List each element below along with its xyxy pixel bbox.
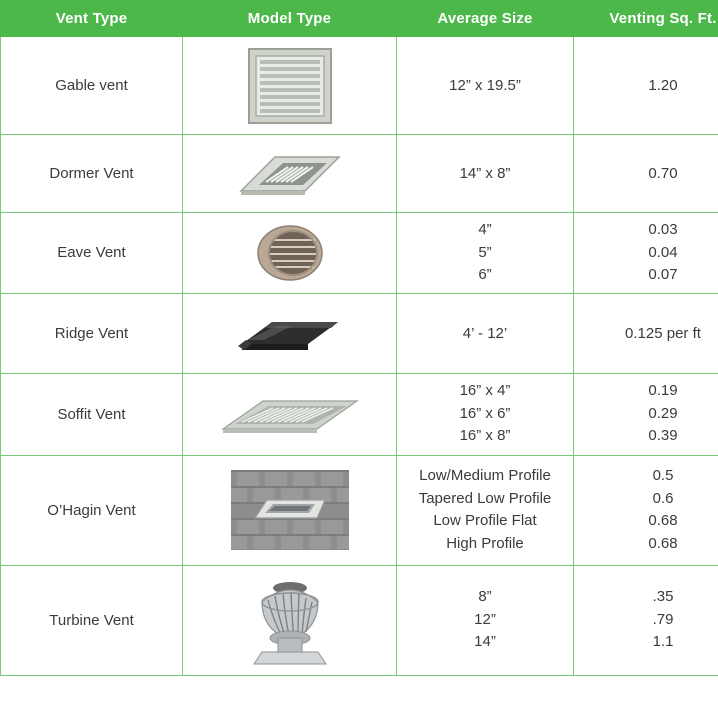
column-header-vent-type: Vent Type (1, 1, 183, 37)
size-line: 5” (478, 243, 492, 261)
venting-line: .79 (652, 610, 674, 628)
cell-vent-type: Ridge Vent (1, 293, 183, 373)
table-row (1, 293, 718, 373)
size-line: 16” x 8” (459, 427, 511, 445)
table-header (1, 1, 718, 37)
size-line: 14” (474, 633, 496, 651)
venting-line: 1.1 (652, 633, 674, 651)
table-row (1, 135, 718, 213)
eave-vent-round-icon (187, 222, 392, 284)
cell-average-size (397, 455, 574, 565)
soffit-vent-strip-icon (187, 389, 392, 439)
venting-line: 0.07 (648, 266, 678, 283)
venting-line: 0.03 (648, 221, 678, 238)
turbine-vent-icon (187, 572, 392, 668)
table-row (1, 213, 718, 294)
cell-vent-type: O’Hagin Vent (1, 455, 183, 565)
venting-line: .35 (652, 588, 674, 606)
cell-average-size: 12” x 19.5” (397, 37, 574, 135)
cell-model-type (183, 373, 397, 455)
venting-line: 0.6 (652, 489, 674, 507)
cell-average-size (397, 565, 574, 675)
size-line: 12” (474, 610, 496, 628)
column-header-average-size: Average Size (397, 1, 574, 37)
cell-model-type (183, 455, 397, 565)
cell-model-type (183, 135, 397, 213)
table-row (1, 565, 718, 675)
cell-average-size (397, 213, 574, 294)
size-line: 16” x 6” (459, 404, 511, 422)
size-line: 4” (478, 221, 492, 238)
cell-average-size: 14” x 8” (397, 135, 574, 213)
cell-model-type (183, 213, 397, 294)
cell-vent-type: Eave Vent (1, 213, 183, 294)
venting-line: 0.68 (648, 534, 678, 552)
size-line: 16” x 4” (459, 382, 511, 400)
dormer-vent-icon (187, 147, 392, 201)
venting-line: 0.5 (652, 467, 674, 484)
cell-venting-sqft (574, 455, 718, 565)
cell-vent-type: Soffit Vent (1, 373, 183, 455)
cell-venting-sqft (574, 565, 718, 675)
venting-line: 0.68 (648, 512, 678, 529)
cell-model-type (183, 37, 397, 135)
cell-average-size (397, 373, 574, 455)
gable-vent-louver-icon (187, 47, 392, 125)
size-line: Low Profile Flat (433, 512, 537, 529)
ridge-vent-icon (187, 310, 392, 356)
venting-line: 0.29 (648, 404, 678, 422)
cell-venting-sqft: 0.125 per ft (574, 293, 718, 373)
cell-vent-type: Turbine Vent (1, 565, 183, 675)
cell-venting-sqft: 1.20 (574, 37, 718, 135)
table-row (1, 455, 718, 565)
cell-vent-type: Dormer Vent (1, 135, 183, 213)
size-line: Low/Medium Profile (419, 467, 551, 484)
table-row (1, 37, 718, 135)
venting-line: 0.19 (648, 382, 678, 400)
column-header-venting-sqft: Venting Sq. Ft. (574, 1, 718, 37)
size-line: High Profile (446, 534, 524, 552)
cell-average-size: 4’ - 12’ (397, 293, 574, 373)
table-body (1, 37, 718, 676)
cell-model-type (183, 565, 397, 675)
venting-line: 0.39 (648, 427, 678, 445)
size-line: 6” (478, 266, 492, 283)
cell-venting-sqft (574, 373, 718, 455)
cell-venting-sqft (574, 213, 718, 294)
table-row (1, 373, 718, 455)
ohagin-vent-roof-icon (187, 470, 392, 550)
venting-line: 0.04 (648, 243, 678, 261)
column-header-model-type: Model Type (183, 1, 397, 37)
size-line: 8” (478, 588, 492, 606)
cell-venting-sqft: 0.70 (574, 135, 718, 213)
cell-model-type (183, 293, 397, 373)
table-header-row (1, 1, 718, 37)
size-line: Tapered Low Profile (418, 489, 552, 507)
cell-vent-type: Gable vent (1, 37, 183, 135)
